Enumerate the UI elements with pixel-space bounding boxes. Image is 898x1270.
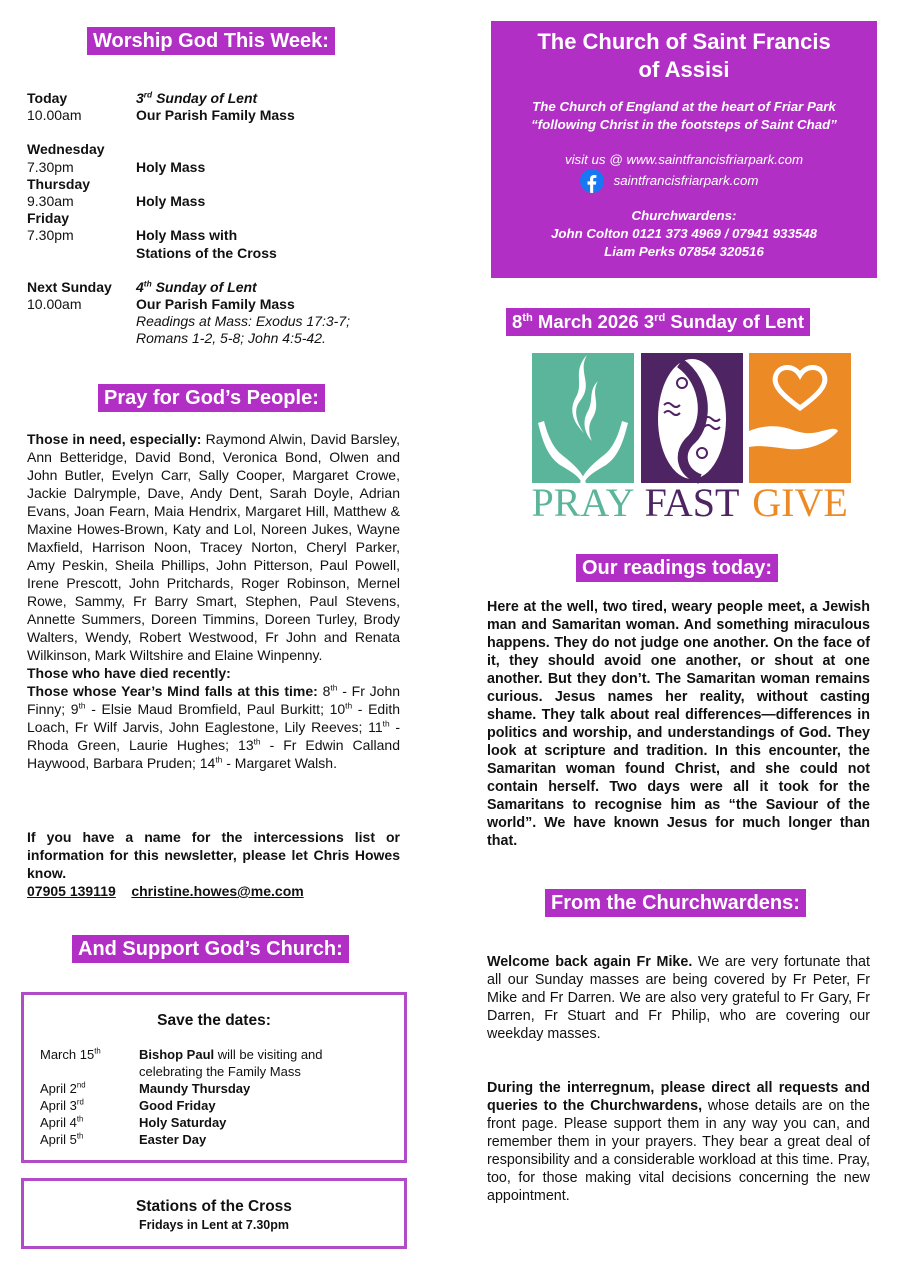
cw-interregnum-text: whose details are on the front page. Please support them in any way you can, and remember them in your prayers. They bear a great deal of responsibility and a considerable workload at this time. Pray, too, for those making vital decisions concerning the new appointment.	[487, 1098, 870, 1204]
wednesday-service: Holy Mass	[136, 158, 206, 175]
save-date-event: Bishop Paul will be visiting and	[139, 1047, 323, 1062]
save-date-row	[40, 1131, 404, 1148]
years-mind-entry: 10th - Edith Loach, Fr Wilf Jarvis, John Eaglestone, Lily Reeves;	[27, 700, 400, 735]
in-need-names: Raymond Alwin, David Barsley, Ann Betteridge, David Bond, Veronica Bond, Olwen and John Butler, Evelyn Carr, Sally Cooper, Margaret Crowe, Jackie Dalrymple, Dave, Andy Dent, Sarah Doyle, Adrian Evans, Joan Fearn, Maia Hendrix, Margaret Hill, Matthew & Maxine Howes-Brown, Katy and Lol, Noreen Jukes, Wayne Maxfield, Harrison Noon, Tracey Norton, Cheryl Parker, Amy Peskin, Sheila Phillips, John Pitterson, Paul Powell, Irene Prescott, John Pritchards, Roger Robinson, Mernel Rowe, Sammy, Fr Barry Smart, Stephen, Paul Stevens, Annette Summers, Doreen Timmins, Doreen Turley, Brody Walters, Wendy, Robert Westwood, Fr John and Renata Wilkinson, Mark Wiltshire and Elaine Winpenny.	[27, 431, 401, 663]
church-name-1: The Church of Saint Francis	[537, 29, 831, 54]
churchwardens-label: Churchwardens:	[631, 208, 737, 223]
readings-line-1: Readings at Mass: Exodus 17:3-7;	[136, 313, 351, 330]
thursday-label: Thursday	[27, 175, 91, 192]
next-sunday-time: 10.00am	[27, 296, 82, 313]
next-sunday-title: 4th Sunday of Lent	[136, 278, 257, 295]
churchwarden-1: John Colton 0121 373 4969 / 07941 933548	[550, 226, 818, 241]
stations-box	[21, 1178, 407, 1249]
years-mind-entry: 14th - Margaret Walsh.	[199, 754, 337, 771]
save-date-row	[40, 1114, 404, 1131]
fish-icon	[658, 359, 726, 479]
cw-welcome-bold: Welcome back again Fr Mike.	[487, 954, 693, 970]
support-heading: And Support God’s Church:	[72, 935, 349, 963]
prayer-list	[27, 430, 400, 772]
facebook-page[interactable]: saintfrancisfriarpark.com	[613, 173, 759, 188]
church-header	[491, 21, 877, 278]
readings-heading: Our readings today:	[576, 554, 778, 582]
cw-interregnum-bold: During the interregnum, please direct all requests and queries to the Churchwardens,	[487, 1080, 870, 1114]
save-date-event: Holy Saturday	[139, 1115, 227, 1130]
next-sunday-label: Next Sunday	[27, 278, 112, 295]
save-date-row	[40, 1046, 404, 1063]
contact-email[interactable]: christine.howes@me.com	[131, 883, 304, 899]
save-date-event: Easter Day	[139, 1132, 207, 1147]
save-the-dates-box	[21, 992, 407, 1163]
friday-time: 7.30pm	[27, 227, 74, 244]
save-date-day: April 5th	[40, 1131, 84, 1147]
worship-heading: Worship God This Week:	[87, 27, 335, 55]
tagline-2: “following Christ in the footsteps of Saint Chad”	[531, 117, 837, 132]
died-label: Those who have died recently:	[27, 665, 231, 681]
save-date-row	[40, 1080, 404, 1097]
save-date-event: Maundy Thursday	[139, 1081, 251, 1096]
thursday-service: Holy Mass	[136, 193, 206, 210]
years-mind-entry: 9th - Elsie Maud Bromfield, Paul Burkitt;	[70, 700, 330, 717]
pray-heading: Pray for God’s People:	[98, 384, 325, 412]
save-date-event-cont: celebrating the Family Mass	[139, 1064, 301, 1079]
date-banner: 8th March 2026 3rd Sunday of Lent	[506, 308, 810, 336]
churchwardens-heading: From the Churchwardens:	[545, 889, 806, 917]
friday-service-1: Holy Mass with	[136, 227, 238, 244]
thursday-time: 9.30am	[27, 193, 74, 210]
years-mind-entry: 8th - Fr John Finny;	[27, 682, 401, 717]
contact-phone[interactable]: 07905 139119	[27, 883, 116, 899]
save-date-day: April 2nd	[40, 1080, 86, 1096]
years-mind-entry: 11th - Rhoda Green, Laurie Hughes;	[27, 718, 400, 753]
church-name-2: of Assisi	[638, 57, 730, 82]
pray-fast-give-logo	[532, 353, 852, 523]
facebook-icon[interactable]	[580, 169, 604, 193]
save-date-row	[40, 1097, 404, 1114]
wednesday-label: Wednesday	[27, 141, 105, 158]
readings-reflection: Here at the well, two tired, weary people meet, a Jewish man and Samaritan woman. And something miraculous happens. They do not judge one another. On the face of it, they should avoid one another, or shout at one another. But they don’t. The Samaritan woman remains curious. Jesus names her reality, without casting shame. They talk about real differences—differences in politics and worship, and understandings of God. They look at scripture and tradition. In this encounter, the Samaritan woman found Christ, and she could not contain herself. Two days were all it took for the Samaritans to recognise him as “the Saviour of the world”. We have known Jesus for much longer than that.	[487, 599, 870, 849]
save-dates-list	[40, 1046, 404, 1148]
logo-give: GIVE	[752, 480, 848, 523]
churchwarden-2: Liam Perks 07854 320516	[604, 244, 764, 259]
in-need-label: Those in need, especially:	[27, 431, 202, 447]
friday-label: Friday	[27, 210, 70, 227]
next-sunday-service: Our Parish Family Mass	[136, 296, 295, 313]
worship-schedule	[27, 90, 407, 348]
today-label: Today	[27, 90, 68, 106]
friday-service-2: Stations of the Cross	[136, 244, 277, 261]
today-title: 3rd Sunday of Lent	[136, 89, 258, 106]
save-date-event: Good Friday	[139, 1098, 216, 1113]
churchwardens-message	[487, 953, 870, 1205]
save-date-day: April 3rd	[40, 1097, 84, 1113]
years-mind-entry: 13th - Fr Edwin Calland Haywood, Barbara Pruden;	[27, 736, 400, 771]
readings-line-2: Romans 1-2, 5-8; John 4:5-42.	[136, 330, 326, 347]
stations-subtitle: Fridays in Lent at 7.30pm	[138, 1218, 290, 1232]
cw-welcome-text: We are very fortunate that all our Sunday masses are being covered by Fr Peter, Fr Mike and Fr Darren. We are also very grateful to Fr Gary, Fr Darren, Fr Stuart and Fr Philip, who are covering our weekday masses.	[487, 954, 870, 1042]
save-dates-title: Save the dates:	[157, 1012, 271, 1029]
save-date-day: April 4th	[40, 1114, 84, 1130]
contact-section	[27, 828, 400, 900]
tagline-1: The Church of England at the heart of Friar Park	[532, 99, 836, 114]
contact-text: If you have a name for the intercessions list or information for this newsletter, please let Chris Howes know.	[27, 829, 400, 881]
wednesday-time: 7.30pm	[27, 158, 74, 175]
save-date-day: March 15th	[40, 1046, 101, 1062]
stations-title: Stations of the Cross	[136, 1198, 292, 1215]
years-mind-label: Those whose Year’s Mind falls at this time:	[27, 683, 318, 699]
today-time: 10.00am	[27, 107, 82, 124]
today-service: Our Parish Family Mass	[136, 107, 295, 124]
website-link[interactable]: visit us @ www.saintfrancisfriarpark.com	[564, 152, 804, 167]
logo-pray: PRAY	[532, 480, 635, 523]
logo-fast: FAST	[644, 480, 740, 523]
